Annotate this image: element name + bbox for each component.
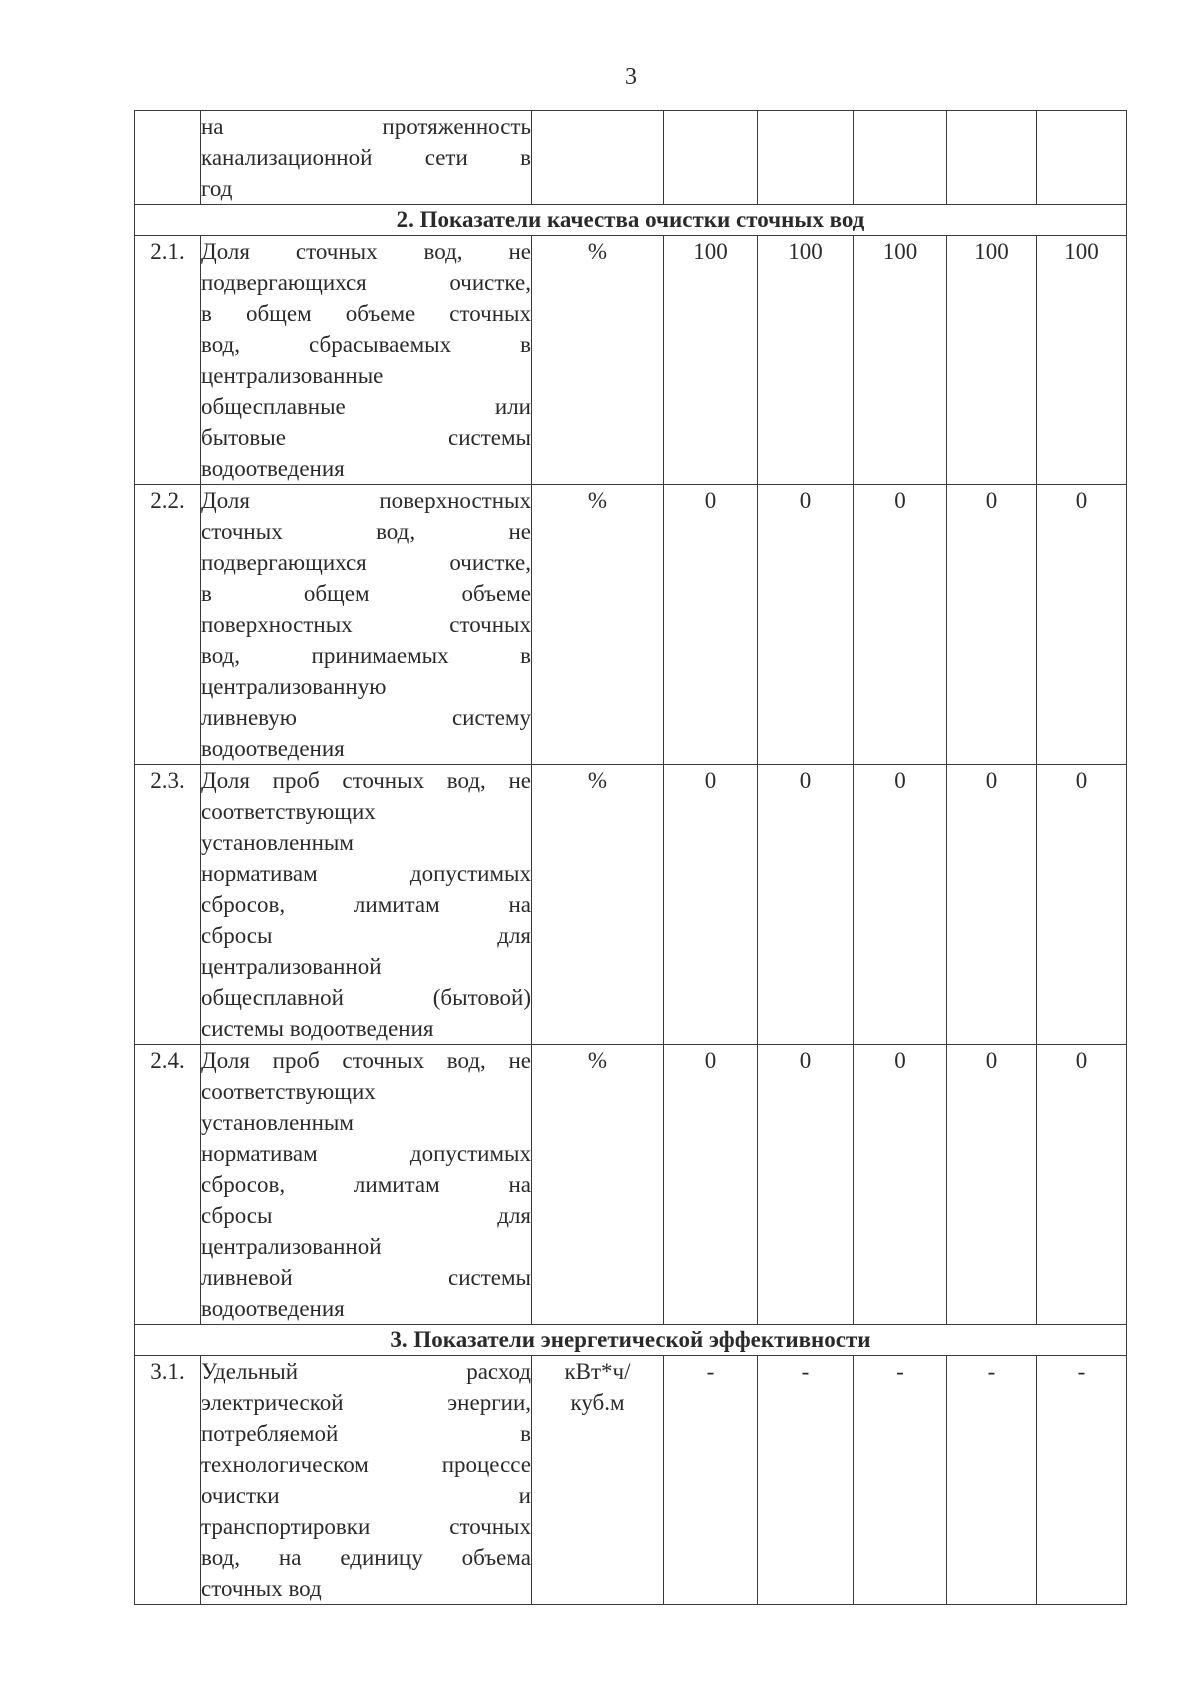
unit-cell: % — [532, 485, 664, 765]
value-cell: 0 — [664, 485, 758, 765]
indicators-table — [134, 110, 1127, 1605]
row-description: Удельный расход электрической энергии, потребляемой в технологическом процессе очистки и транспортировки сточных вод, на единицу объема сточных вод — [201, 1356, 532, 1605]
value-cell: 0 — [1037, 485, 1127, 765]
table-row — [135, 765, 1127, 1045]
section-title: 3. Показатели энергетической эффективности — [135, 1325, 1127, 1356]
row-description: Доля проб сточных вод, не соответствующих установленным нормативам допустимых сбросов, лимитам на сбросы для централизованной ливневой системы водоотведения — [201, 1045, 532, 1325]
table-row — [135, 236, 1127, 485]
value-cell: 0 — [947, 765, 1037, 1045]
value-cell: 0 — [947, 485, 1037, 765]
value-cell: 0 — [758, 485, 854, 765]
value-cell — [947, 111, 1037, 205]
row-number: 2.3. — [135, 765, 201, 1045]
value-cell: - — [947, 1356, 1037, 1605]
row-description: Доля проб сточных вод, не соответствующих установленным нормативам допустимых сбросов, лимитам на сбросы для централизованной общесплавной (бытовой) системы водоотведения — [201, 765, 532, 1045]
value-cell — [1037, 111, 1127, 205]
value-cell: 0 — [758, 1045, 854, 1325]
value-cell: 0 — [1037, 765, 1127, 1045]
value-cell: 0 — [854, 485, 947, 765]
value-cell: - — [1037, 1356, 1127, 1605]
value-cell: - — [758, 1356, 854, 1605]
unit-line: куб.м — [570, 1390, 625, 1415]
value-cell: 0 — [854, 1045, 947, 1325]
value-cell: 0 — [664, 1045, 758, 1325]
value-cell: 0 — [947, 1045, 1037, 1325]
value-cell: 0 — [758, 765, 854, 1045]
value-cell: 100 — [854, 236, 947, 485]
row-number: 2.1. — [135, 236, 201, 485]
table-row — [135, 1356, 1127, 1605]
row-description: Доля поверхностных сточных вод, не подвергающихся очистке, в общем объеме поверхностных сточных вод, принимаемых в централизованную ливневую систему водоотведения — [201, 485, 532, 765]
row-number: 2.4. — [135, 1045, 201, 1325]
value-cell: - — [854, 1356, 947, 1605]
section-title: 2. Показатели качества очистки сточных вод — [135, 205, 1127, 236]
value-cell: 100 — [947, 236, 1037, 485]
unit-cell: % — [532, 1045, 664, 1325]
value-cell: 100 — [1037, 236, 1127, 485]
unit-cell: % — [532, 765, 664, 1045]
table-row — [135, 485, 1127, 765]
value-cell: 0 — [664, 765, 758, 1045]
row-description: Доля сточных вод, не подвергающихся очистке, в общем объеме сточных вод, сбрасываемых в централизованные общесплавные или бытовые системы водоотведения — [201, 236, 532, 485]
row-number: 3.1. — [135, 1356, 201, 1605]
value-cell — [664, 111, 758, 205]
unit-line: кВт*ч/ — [564, 1359, 631, 1384]
section-header — [135, 1325, 1127, 1356]
section-header — [135, 205, 1127, 236]
unit-cell — [532, 111, 664, 205]
row-description: на протяженность канализационной сети в год — [201, 111, 532, 205]
value-cell — [854, 111, 947, 205]
row-number-cell — [135, 111, 201, 205]
value-cell: 100 — [664, 236, 758, 485]
unit-cell: % — [532, 236, 664, 485]
page-number: 3 — [625, 64, 637, 90]
value-cell: 0 — [1037, 1045, 1127, 1325]
table-row — [135, 1045, 1127, 1325]
value-cell: 100 — [758, 236, 854, 485]
table-row — [135, 111, 1127, 205]
value-cell — [758, 111, 854, 205]
row-number: 2.2. — [135, 485, 201, 765]
unit-cell — [532, 1356, 664, 1605]
value-cell: 0 — [854, 765, 947, 1045]
value-cell: - — [664, 1356, 758, 1605]
